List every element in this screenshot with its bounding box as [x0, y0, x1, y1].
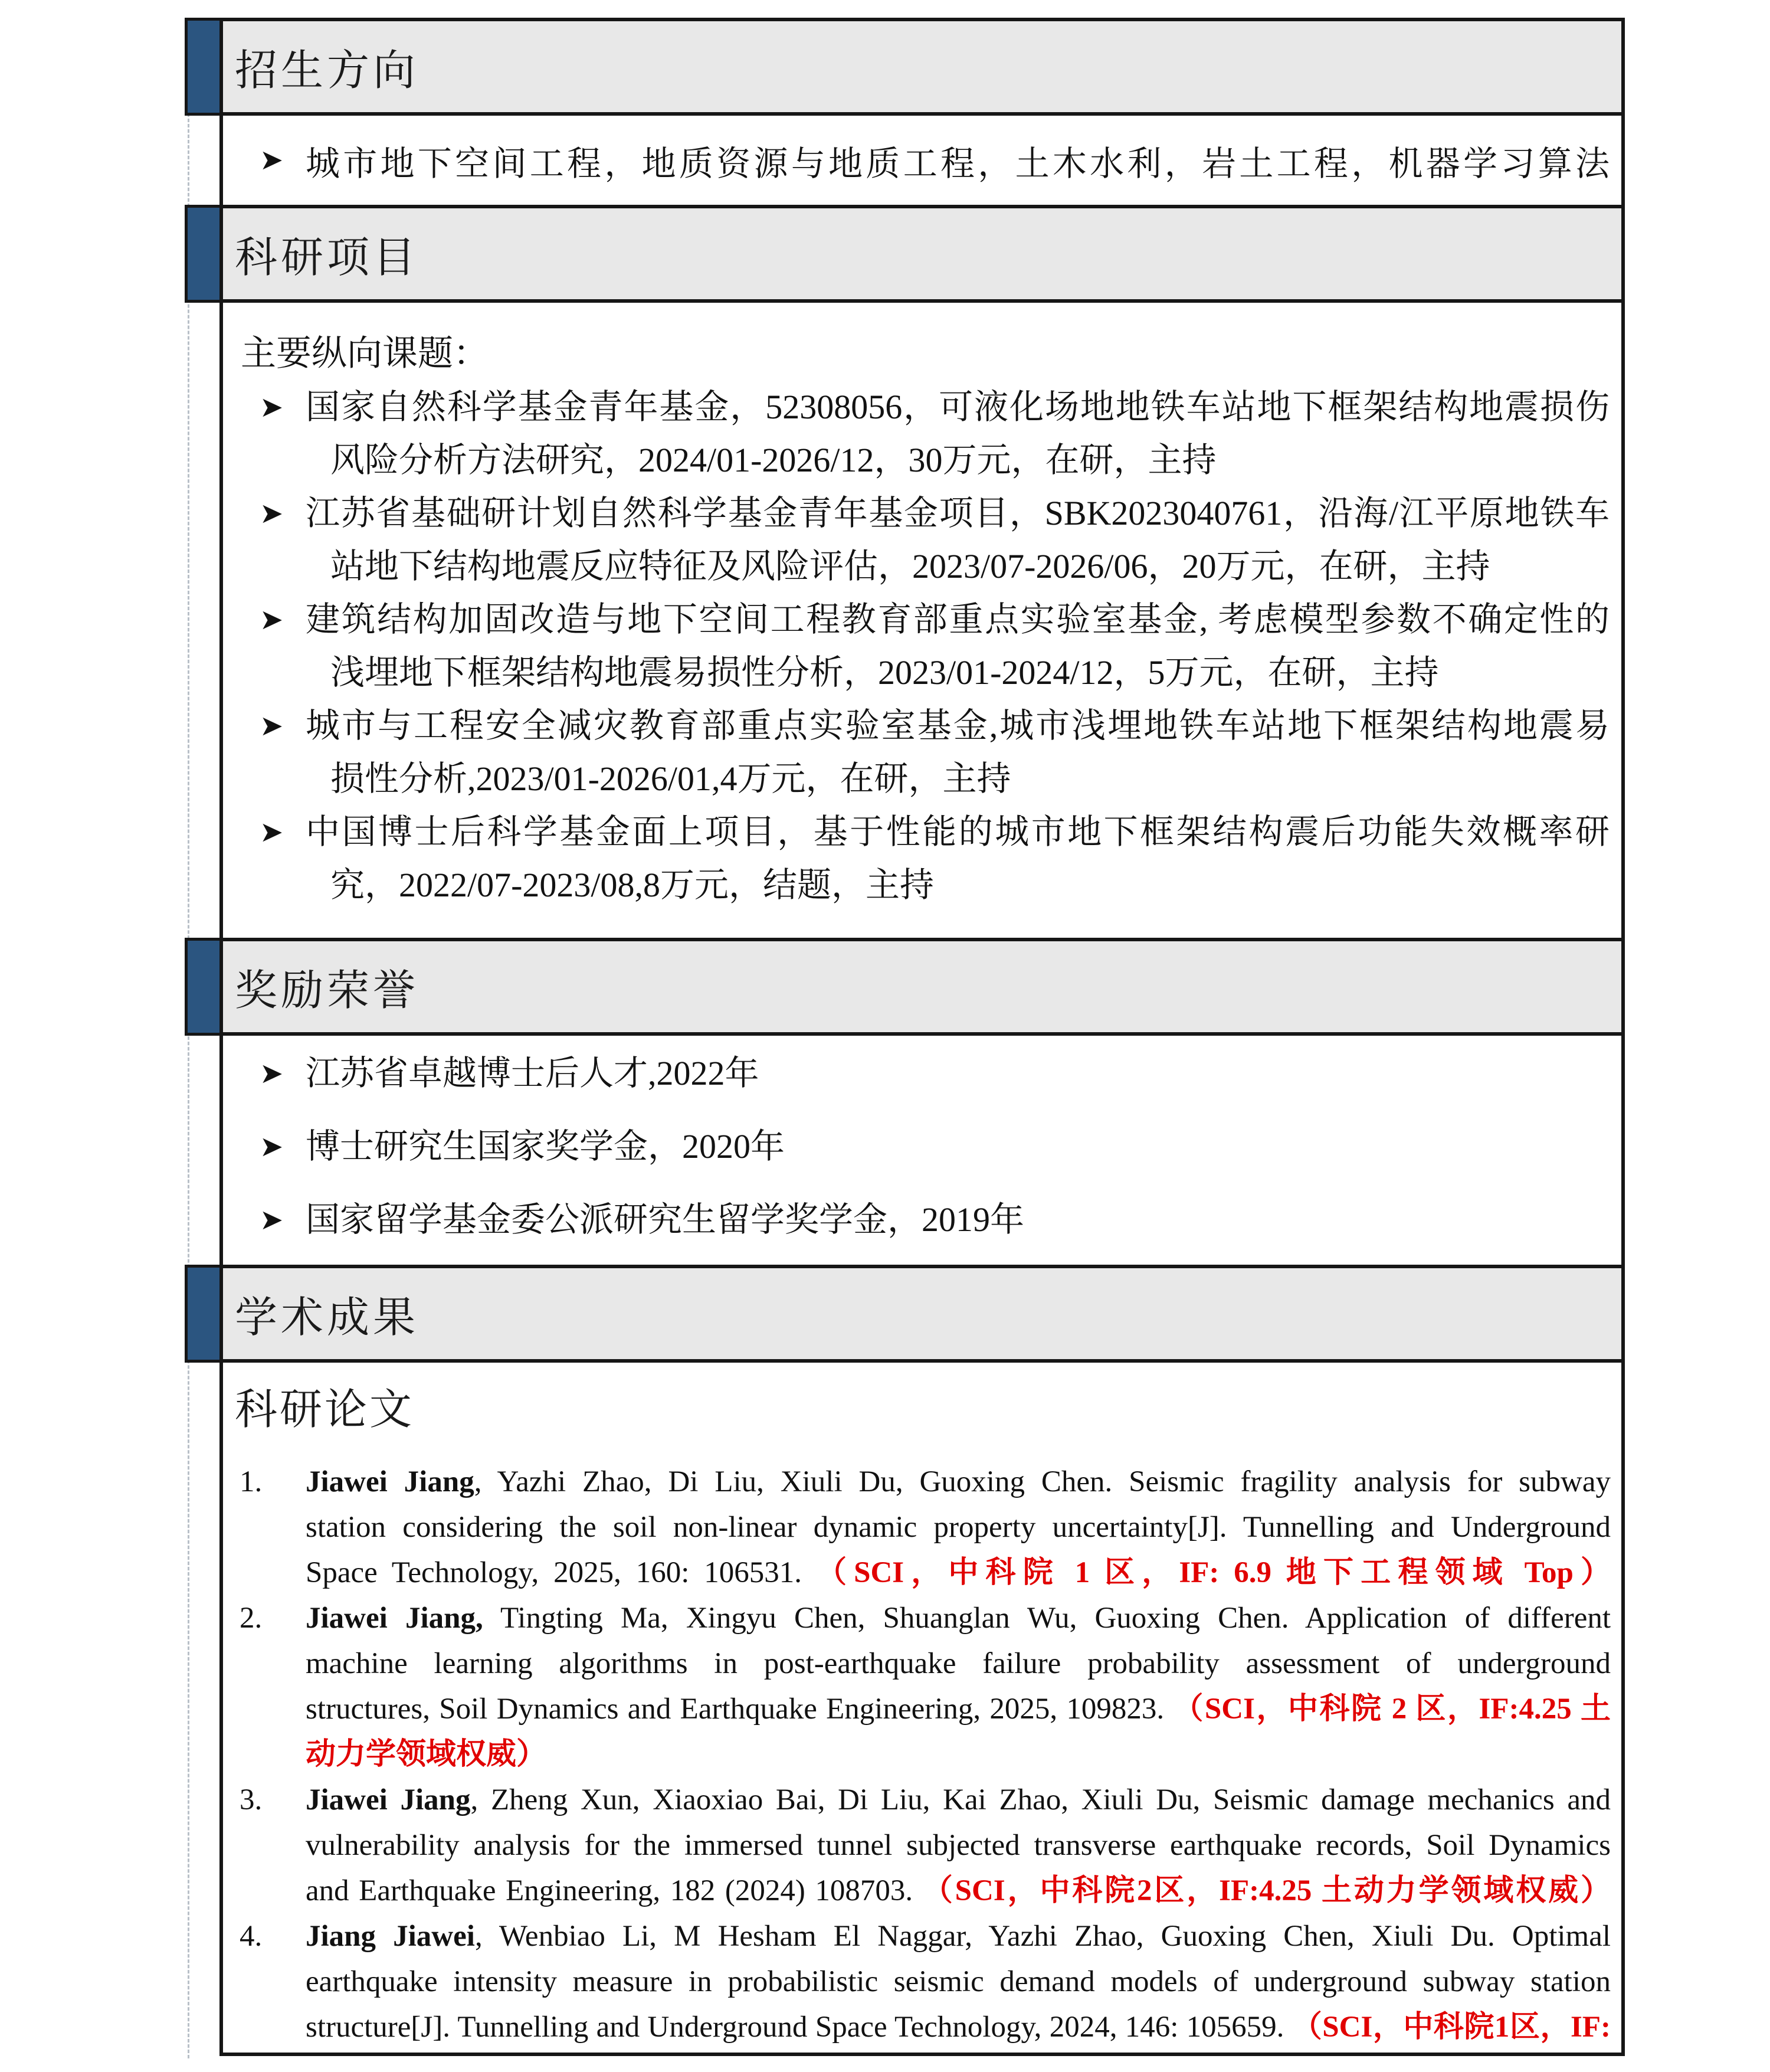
- section-accent-bar: [185, 205, 219, 303]
- arrow-bullet-icon: ➤: [260, 391, 284, 424]
- project-item-line2: 究，2022/07-2023/08,8万元，结题，主持: [330, 866, 935, 904]
- project-item-line1: [223, 381, 1621, 434]
- recruit-bullet: [223, 136, 1621, 185]
- projects-content-row: [223, 303, 1621, 938]
- section-accent-bar: [185, 18, 219, 116]
- paper-text: station considering the soil non-linear dynamic property uncertainty[J]. Tunnelling and Underground: [306, 1511, 1611, 1544]
- paper-number: 1.: [240, 1465, 263, 1498]
- project-item-line2: 浅埋地下框架结构地震易损性分析，2023/01-2024/12，5万元，在研，主持: [330, 653, 1439, 692]
- paper-line: [223, 1823, 1621, 1868]
- section-title: 科研项目: [235, 234, 419, 281]
- project-item-line2: 损性分析,2023/01-2026/01,4万元，在研，主持: [330, 760, 1011, 798]
- paper-text: Tingting Ma, Xingyu Chen, Shuanglan Wu, Guoxing Chen. Application of different: [483, 1602, 1611, 1635]
- section-accent-bar: [185, 938, 219, 1036]
- section-header-awards: [223, 938, 1621, 1036]
- paper-text: , Zheng Xun, Xiaoxiao Bai, Di Liu, Kai Zhao, Xiuli Du, Seismic damage mechanics and: [470, 1783, 1611, 1816]
- paper-number: 3.: [240, 1783, 263, 1816]
- award-item: [223, 1037, 1621, 1110]
- paper-number: 2.: [240, 1602, 263, 1635]
- paper-line: [223, 1732, 1621, 1778]
- arrow-bullet-icon: ➤: [260, 816, 284, 849]
- awards-content-row: [223, 1036, 1621, 1265]
- project-item-line2: 站地下结构地震反应特征及风险评估，2023/07-2026/06，20万元，在研，主持: [330, 547, 1490, 585]
- section-title: 招生方向: [235, 47, 419, 94]
- papers-content-row: [223, 1363, 1621, 2053]
- projects-list: [223, 381, 1621, 912]
- paper-line: [223, 1505, 1621, 1550]
- project-text: 江苏省基础研计划自然科学基金青年基金项目，SBK2023040761，沿海/江平原地铁车: [306, 494, 1610, 532]
- section-header-academic: [223, 1265, 1621, 1363]
- paper-line: [223, 1778, 1621, 1823]
- paper-text: machine learning algorithms in post-earthquake failure probability assessment of underground: [306, 1647, 1611, 1680]
- section-header-projects: [223, 205, 1621, 303]
- paper-sci-badge: 动力学领域权威）: [306, 1738, 547, 1771]
- award-text: 国家留学基金委公派研究生留学奖学金，2019年: [306, 1200, 1025, 1239]
- section-accent-bar: [185, 1265, 219, 1363]
- paper-text: structure[J]. Tunnelling and Underground Space Technology, 2024, 146: 105659.: [306, 2011, 1292, 2044]
- project-text: 城市与工程安全减灾教育部重点实验室基金,城市浅埋地铁车站地下框架结构地震易: [306, 706, 1610, 745]
- paper-sci-badge: （SCI，中科院2区，IF:4.25 土动力学领域权威）: [922, 1874, 1611, 1907]
- project-text: 建筑结构加固改造与地下空间工程教育部重点实验室基金, 考虑模型参数不确定性的: [306, 600, 1610, 639]
- paper-line: [223, 2005, 1621, 2050]
- cv-table: [219, 18, 1625, 2056]
- project-item-line1: [223, 593, 1621, 646]
- award-text: 江苏省卓越博士后人才,2022年: [306, 1054, 759, 1092]
- recruit-bullet-text: 城市地下空间工程，地质资源与地质工程，土木水利，岩土工程，机器学习算法: [306, 144, 1610, 183]
- arrow-bullet-icon: ➤: [260, 1130, 284, 1163]
- paper-author-bold: Jiang Jiawei: [306, 1920, 475, 1953]
- project-item-line1: [223, 487, 1621, 540]
- paper-author-bold: Jiawei Jiang: [306, 1783, 471, 1816]
- paper-text: , Yazhi Zhao, Di Liu, Xiuli Du, Guoxing Chen. Seismic fragility analysis for subway: [474, 1465, 1611, 1498]
- paper-line: [223, 1459, 1621, 1505]
- papers-list: [223, 1459, 1621, 2050]
- paper-line: [223, 1914, 1621, 1959]
- paper-sci-badge: （SCI，中科院 1 区，IF: 6.9 地下工程领域 Top）: [816, 1556, 1611, 1589]
- awards-list: [223, 1037, 1621, 1256]
- paper-line: [223, 1959, 1621, 2005]
- recruit-content-row: [223, 116, 1621, 205]
- papers-subtitle: 科研论文: [235, 1386, 415, 1433]
- project-text: 中国博士后科学基金面上项目，基于性能的城市地下框架结构震后功能失效概率研: [306, 813, 1610, 851]
- section-title: 奖励荣誉: [235, 967, 419, 1014]
- award-text: 博士研究生国家奖学金，2020年: [306, 1127, 785, 1166]
- table-gridline-dashed: [188, 113, 189, 2058]
- paper-sci-badge: （SCI，中科院 2 区，IF:4.25 土: [1173, 1693, 1611, 1726]
- paper-text: earthquake intensity measure in probabilistic seismic demand models of underground subway station: [306, 1965, 1611, 1998]
- paper-line: [223, 1687, 1621, 1732]
- paper-text: vulnerability analysis for the immersed tunnel subjected transverse earthquake records, Soil Dynamics: [306, 1829, 1611, 1862]
- arrow-bullet-icon: ➤: [260, 603, 284, 636]
- paper-text: structures, Soil Dynamics and Earthquake Engineering, 2025, 109823.: [306, 1693, 1174, 1726]
- paper-text: Space Technology, 2025, 160: 106531.: [306, 1556, 817, 1589]
- paper-sci-badge: （SCI，中科院1区，IF:: [1292, 2011, 1611, 2044]
- arrow-bullet-icon: ➤: [260, 1203, 284, 1236]
- projects-subtitle: 主要纵向课题：: [241, 334, 489, 373]
- project-text: 国家自然科学基金青年基金，52308056，可液化场地地铁车站地下框架结构地震损伤: [306, 388, 1610, 426]
- award-item: [223, 1110, 1621, 1183]
- project-item-line1: [223, 806, 1621, 859]
- paper-text: , Wenbiao Li, M Hesham El Naggar, Yazhi Zhao, Guoxing Chen, Xiuli Du. Optimal: [474, 1920, 1611, 1953]
- section-header-recruit: [223, 18, 1621, 116]
- paper-author-bold: Jiawei Jiang: [306, 1465, 474, 1498]
- arrow-bullet-icon: ➤: [260, 143, 284, 176]
- project-item-line2: 风险分析方法研究，2024/01-2026/12，30万元，在研，主持: [330, 441, 1217, 479]
- section-title: 学术成果: [235, 1294, 419, 1341]
- paper-author-bold: Jiawei Jiang,: [306, 1602, 483, 1635]
- award-item: [223, 1183, 1621, 1256]
- project-item-line1: [223, 699, 1621, 752]
- paper-line: [223, 1868, 1621, 1914]
- paper-line: [223, 1596, 1621, 1641]
- arrow-bullet-icon: ➤: [260, 1057, 284, 1090]
- paper-text: and Earthquake Engineering, 182 (2024) 108703.: [306, 1874, 923, 1907]
- paper-line: [223, 1550, 1621, 1596]
- arrow-bullet-icon: ➤: [260, 497, 284, 530]
- paper-line: [223, 1641, 1621, 1687]
- paper-number: 4.: [240, 1920, 263, 1953]
- arrow-bullet-icon: ➤: [260, 709, 284, 742]
